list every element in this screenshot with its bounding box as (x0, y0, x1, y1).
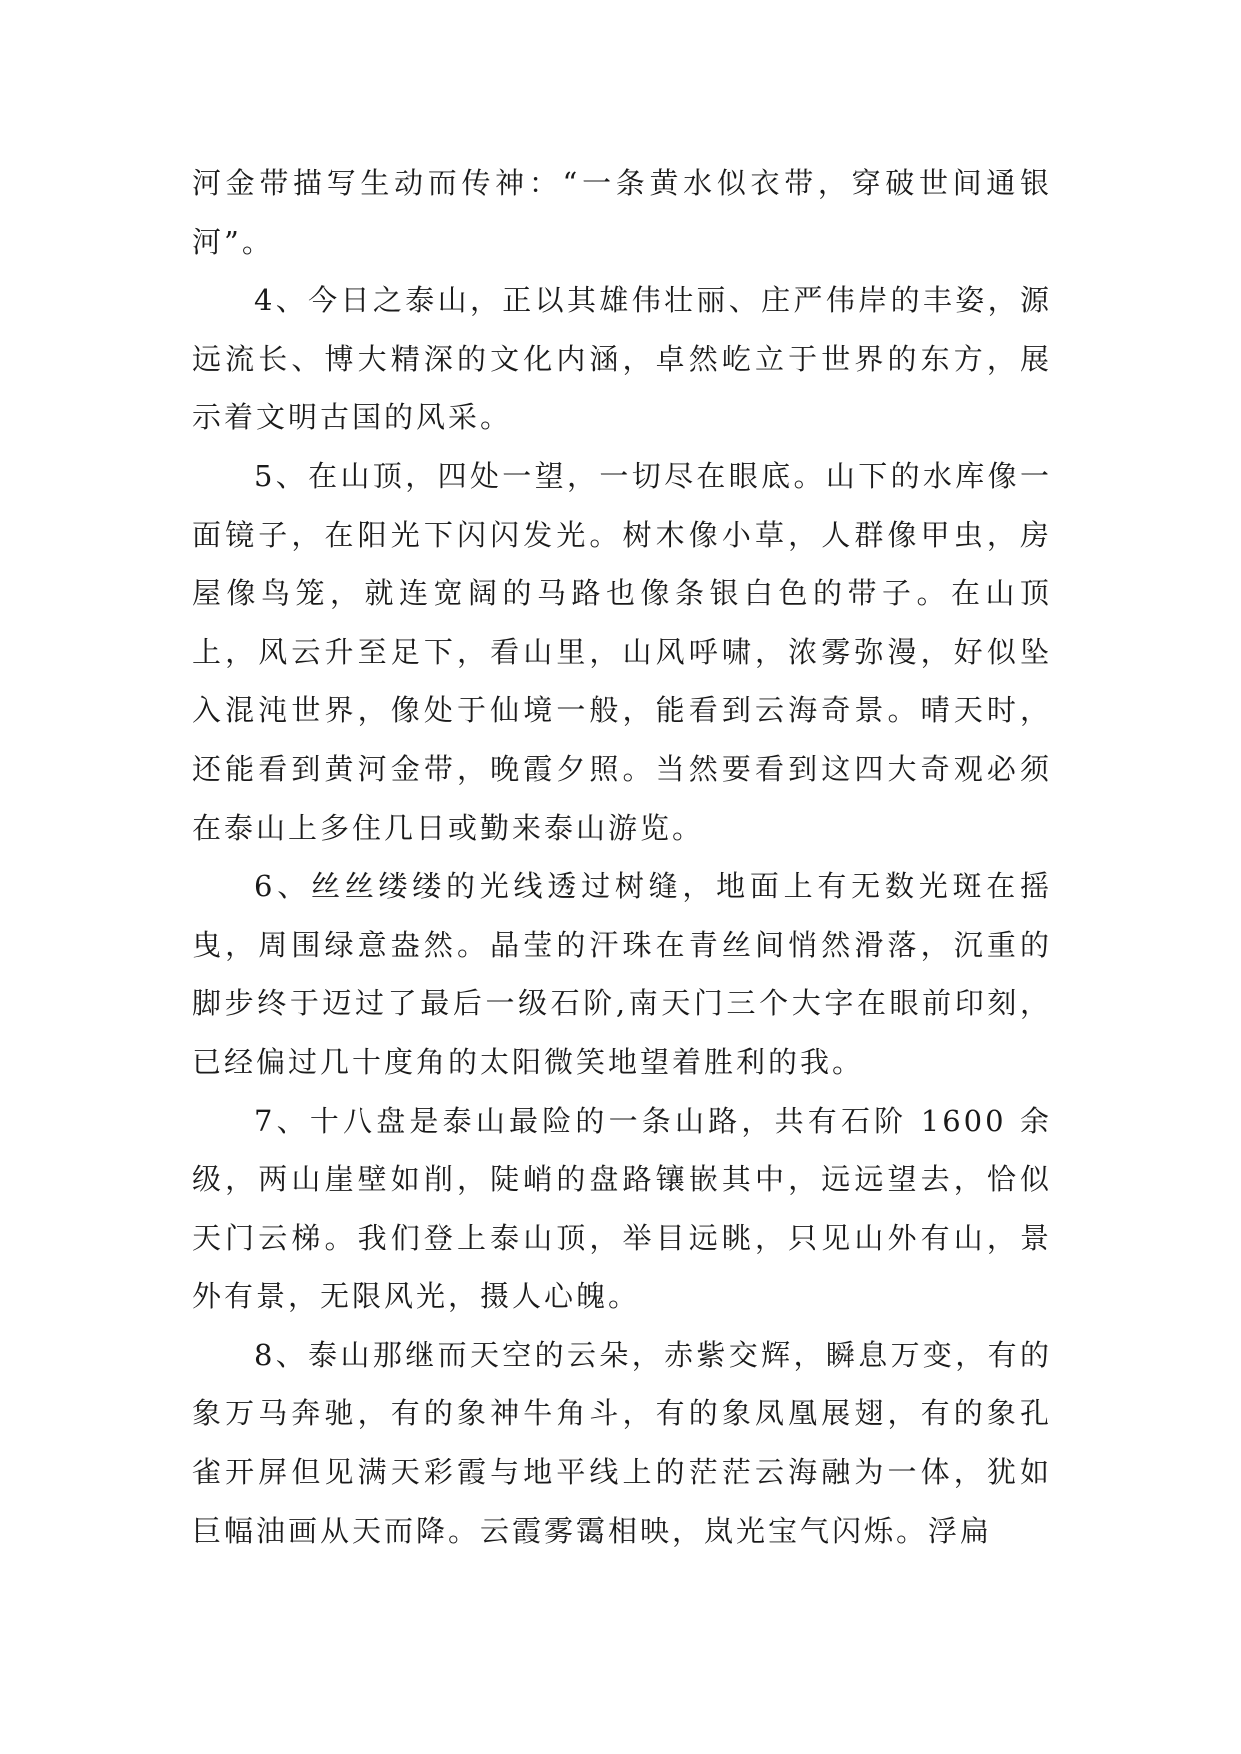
paragraph-5: 5、在山顶，四处一望，一切尽在眼底。山下的水库像一面镜子，在阳光下闪闪发光。树木像小草，人群像甲虫，房屋像鸟笼，就连宽阔的马路也像条银白色的带子。在山顶上，风云升至足下，看山里，山风呼啸，浓雾弥漫，好似坠入混沌世界，像处于仙境一般，能看到云海奇景。晴天时，还能看到黄河金带，晚霞夕照。当然要看到这四大奇观必须在泰山上多住几日或勤来泰山游览。 (192, 458, 1052, 845)
paragraph-continuation: 河金带描写生动而传神：“一条黄水似衣带，穿破世间通银河”。 (192, 166, 1052, 259)
paragraph-6: 6、丝丝缕缕的光线透过树缝，地面上有无数光斑在摇曳，周围绿意盎然。晶莹的汗珠在青丝间悄然滑落，沉重的脚步终于迈过了最后一级石阶,南天门三个大字在眼前印刻，已经偏过几十度角的太阳微笑地望着胜利的我。 (192, 869, 1052, 1079)
paragraph-7: 7、十八盘是泰山最险的一条山路，共有石阶 1600 余级，两山崖壁如削，陡峭的盘路镶嵌其中，远远望去，恰似天门云梯。我们登上泰山顶，举目远眺，只见山外有山，景外有景，无限风光，摄人心魄。 (192, 1103, 1052, 1314)
paragraph-4: 4、今日之泰山，正以其雄伟壮丽、庄严伟岸的丰姿，源远流长、博大精深的文化内涵，卓然屹立于世界的东方，展示着文明古国的风采。 (192, 283, 1052, 435)
document-body (192, 154, 1052, 1560)
paragraph-8: 8、泰山那继而天空的云朵，赤紫交辉，瞬息万变，有的象万马奔驰，有的象神牛角斗，有的象凤凰展翅，有的象孔雀开屏但见满天彩霞与地平线上的茫茫云海融为一体，犹如巨幅油画从天而降。云霞雾霭相映，岚光宝气闪烁。浮扁 (192, 1337, 1052, 1548)
